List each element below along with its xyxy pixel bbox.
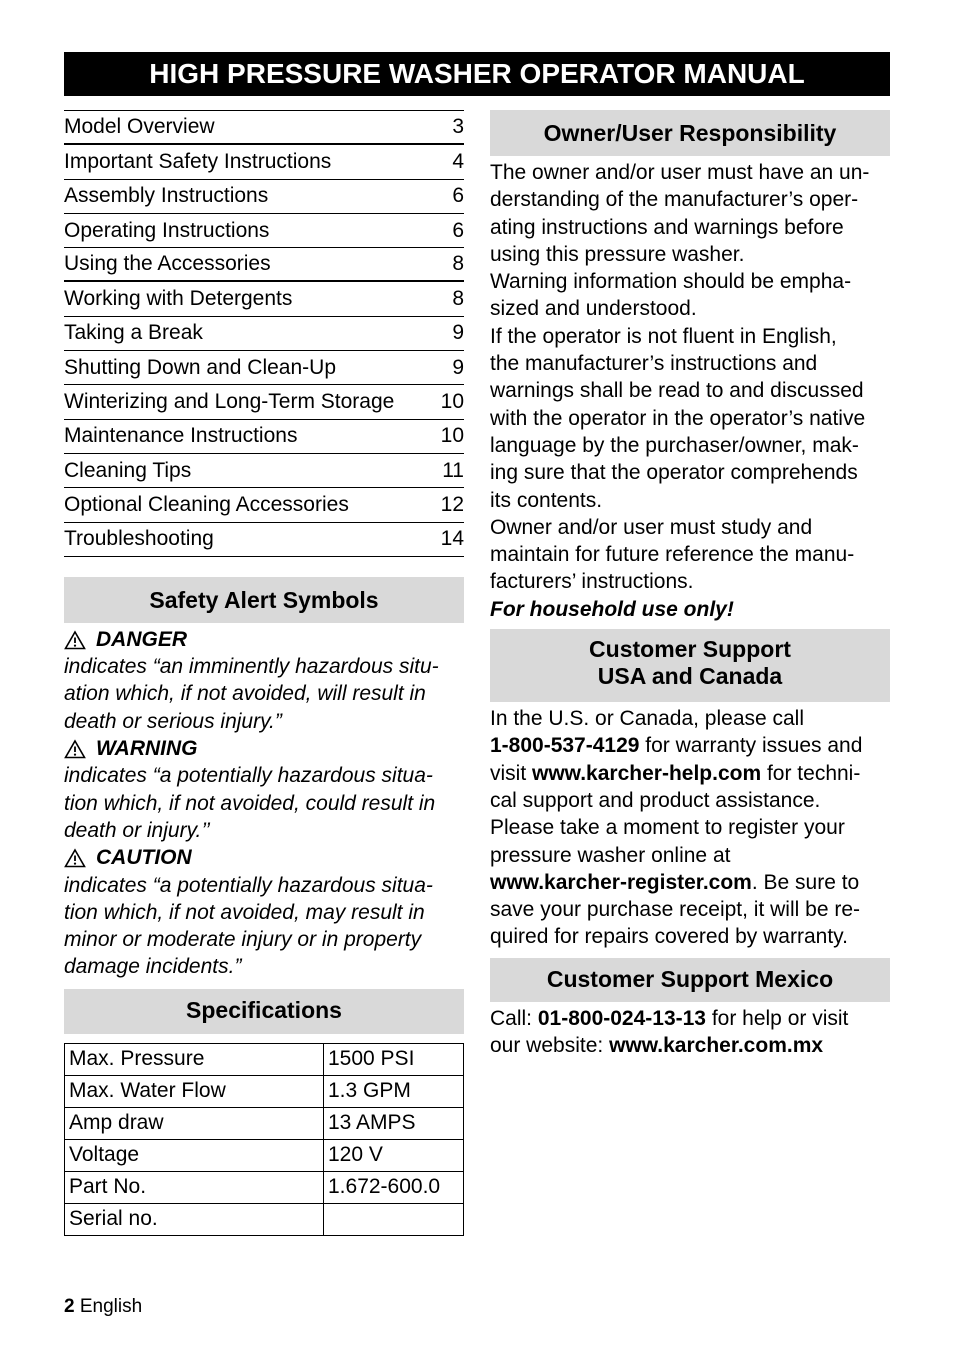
spec-label: Part No. — [65, 1171, 324, 1203]
owner-responsibility-text — [490, 159, 890, 596]
support-text: . Be sure to — [751, 870, 860, 894]
toc-page: 8 — [452, 287, 464, 311]
toc-label: Shutting Down and Clean-Up — [64, 355, 336, 379]
alert-description: indicates “a potentially hazardous situa-tion which, if not avoided, could result in death or injury.’’ — [64, 764, 436, 842]
owner-text-line: sized and understood. — [490, 297, 697, 321]
spec-label: Max. Water Flow — [65, 1075, 324, 1107]
toc-page: 10 — [440, 424, 464, 448]
toc-label: Important Safety Instructions — [64, 149, 332, 173]
spec-row — [65, 1043, 464, 1075]
toc-row — [64, 145, 464, 179]
toc-label: Assembly Instructions — [64, 184, 269, 208]
customer-support-mexico-heading: Customer Support Mexico — [490, 958, 890, 1002]
support-line — [490, 760, 890, 787]
alert-title — [64, 735, 464, 762]
customer-support-heading-line2: USA and Canada — [597, 663, 783, 690]
spec-row — [65, 1139, 464, 1171]
support-line: save your purchase receipt, it will be re- — [490, 898, 860, 922]
footer-language: English — [74, 1296, 143, 1317]
alert-description: indicates “a potentially hazardous situa-tion which, if not avoided, may result in minor or moderate injury or in property damage incidents.” — [64, 873, 433, 979]
support-text: visit — [490, 761, 532, 785]
warning-triangle-icon — [64, 848, 86, 868]
toc-row — [64, 317, 464, 351]
toc-page: 14 — [440, 527, 464, 551]
safety-alerts — [64, 626, 464, 981]
warning-triangle-icon — [64, 630, 86, 650]
register-url: www.karcher-register.com — [490, 870, 752, 894]
toc-page: 10 — [440, 390, 464, 414]
spec-value: 120 V — [324, 1139, 464, 1171]
toc-row — [64, 351, 464, 385]
owner-text-line: Warning information should be empha- — [490, 270, 852, 294]
owner-text-line: Owner and/or user must study and — [490, 515, 813, 539]
support-line — [490, 1032, 890, 1059]
toc-row — [64, 488, 464, 522]
owner-responsibility-heading: Owner/User Responsibility — [490, 110, 890, 156]
toc-row — [64, 420, 464, 454]
owner-text-line: derstanding of the manufacturer’s oper- — [490, 188, 859, 212]
support-line: pressure washer online at — [490, 843, 731, 867]
alert-title — [64, 626, 464, 653]
toc-label: Troubleshooting — [64, 527, 214, 551]
toc-page: 6 — [452, 184, 464, 208]
toc-label: Using the Accessories — [64, 252, 271, 276]
spec-value: 1.3 GPM — [324, 1075, 464, 1107]
safety-heading: Safety Alert Symbols — [64, 577, 464, 623]
left-column — [64, 110, 464, 1236]
support-text: our website: — [490, 1034, 610, 1058]
spec-label: Max. Pressure — [65, 1043, 324, 1075]
alert-description: indicates “an imminently hazardous situ-ation which, if not avoided, will result in death or serious injury.” — [64, 655, 439, 733]
toc-label: Taking a Break — [64, 321, 203, 345]
toc-row — [64, 111, 464, 145]
spec-value: 13 AMPS — [324, 1107, 464, 1139]
support-line: quired for repairs covered by warranty. — [490, 925, 848, 949]
warning-triangle-icon — [64, 739, 86, 759]
owner-text-line: If the operator is not fluent in English, — [490, 324, 837, 348]
spec-value: 1500 PSI — [324, 1043, 464, 1075]
support-line — [490, 1005, 890, 1032]
toc-row — [64, 454, 464, 488]
spec-label: Serial no. — [65, 1203, 324, 1235]
toc-row — [64, 385, 464, 419]
table-of-contents — [64, 110, 464, 557]
spec-row — [65, 1075, 464, 1107]
toc-page: 9 — [452, 321, 464, 345]
page-title: HIGH PRESSURE WASHER OPERATOR MANUAL — [64, 52, 890, 96]
toc-row — [64, 248, 464, 282]
alert-title-text: WARNING — [96, 737, 198, 761]
help-url: www.karcher-help.com — [532, 761, 762, 785]
support-line — [490, 869, 890, 896]
owner-text-line: language by the purchaser/owner, mak- — [490, 433, 859, 457]
toc-page: 8 — [452, 252, 464, 276]
owner-text-line: with the operator in the operator’s native — [490, 406, 866, 430]
owner-text-line: ing sure that the operator comprehends — [490, 461, 858, 485]
toc-label: Winterizing and Long-Term Storage — [64, 390, 395, 414]
toc-page: 12 — [440, 492, 464, 516]
support-line: In the U.S. or Canada, please call — [490, 707, 805, 731]
toc-label: Cleaning Tips — [64, 458, 192, 482]
owner-text-line: maintain for future reference the manu- — [490, 543, 855, 567]
spec-value: 1.672-600.0 — [324, 1171, 464, 1203]
customer-support-mexico-text — [490, 1005, 890, 1060]
owner-text-line: facturers’ instructions. — [490, 570, 694, 594]
spec-row — [65, 1171, 464, 1203]
support-line: cal support and product assistance. — [490, 788, 821, 812]
specifications-heading: Specifications — [64, 989, 464, 1034]
toc-label: Optional Cleaning Accessories — [64, 492, 349, 516]
owner-text-line: The owner and/or user must have an un- — [490, 161, 870, 184]
specifications-table — [64, 1043, 464, 1236]
toc-page: 3 — [452, 115, 464, 139]
owner-text-line: using this pressure washer. — [490, 242, 745, 266]
spec-value — [324, 1203, 464, 1235]
toc-label: Model Overview — [64, 115, 215, 139]
alert-title — [64, 844, 464, 871]
toc-label: Working with Detergents — [64, 287, 293, 311]
spec-label: Amp draw — [65, 1107, 324, 1139]
support-text: Call: — [490, 1006, 538, 1030]
page-footer — [64, 1296, 142, 1318]
household-note: For household use only! — [490, 597, 734, 621]
toc-label: Maintenance Instructions — [64, 424, 298, 448]
mexico-url: www.karcher.com.mx — [609, 1034, 824, 1058]
toc-label: Operating Instructions — [64, 218, 270, 242]
support-line — [490, 732, 890, 759]
support-text: for help or visit — [705, 1006, 849, 1030]
owner-text-line: the manufacturer’s instructions and — [490, 352, 818, 376]
toc-row — [64, 523, 464, 557]
support-text: for warranty issues and — [639, 734, 863, 758]
toc-page: 11 — [442, 458, 464, 482]
toc-page: 6 — [452, 218, 464, 242]
toc-row — [64, 214, 464, 248]
owner-text-line: warnings shall be read to and discussed — [490, 379, 864, 403]
support-line: Please take a moment to register your — [490, 816, 845, 840]
owner-text-line: ating instructions and warnings before — [490, 215, 844, 239]
toc-row — [64, 180, 464, 214]
toc-page: 9 — [452, 355, 464, 379]
alert-title-text: DANGER — [96, 627, 188, 651]
alert-title-text: CAUTION — [96, 846, 192, 870]
customer-support-us-heading — [490, 629, 890, 702]
spec-row — [65, 1107, 464, 1139]
mexico-phone: 01-800-024-13-13 — [537, 1006, 706, 1030]
toc-page: 4 — [452, 149, 464, 173]
owner-text-line: its contents. — [490, 488, 603, 512]
spec-label: Voltage — [65, 1139, 324, 1171]
page-number: 2 — [64, 1296, 75, 1317]
customer-support-heading-line1: Customer Support — [589, 636, 791, 663]
toc-row — [64, 282, 464, 316]
spec-row — [65, 1203, 464, 1235]
support-phone: 1-800-537-4129 — [490, 734, 640, 758]
right-column — [490, 110, 890, 1059]
support-text: for techni- — [761, 761, 861, 785]
customer-support-us-text — [490, 705, 890, 951]
